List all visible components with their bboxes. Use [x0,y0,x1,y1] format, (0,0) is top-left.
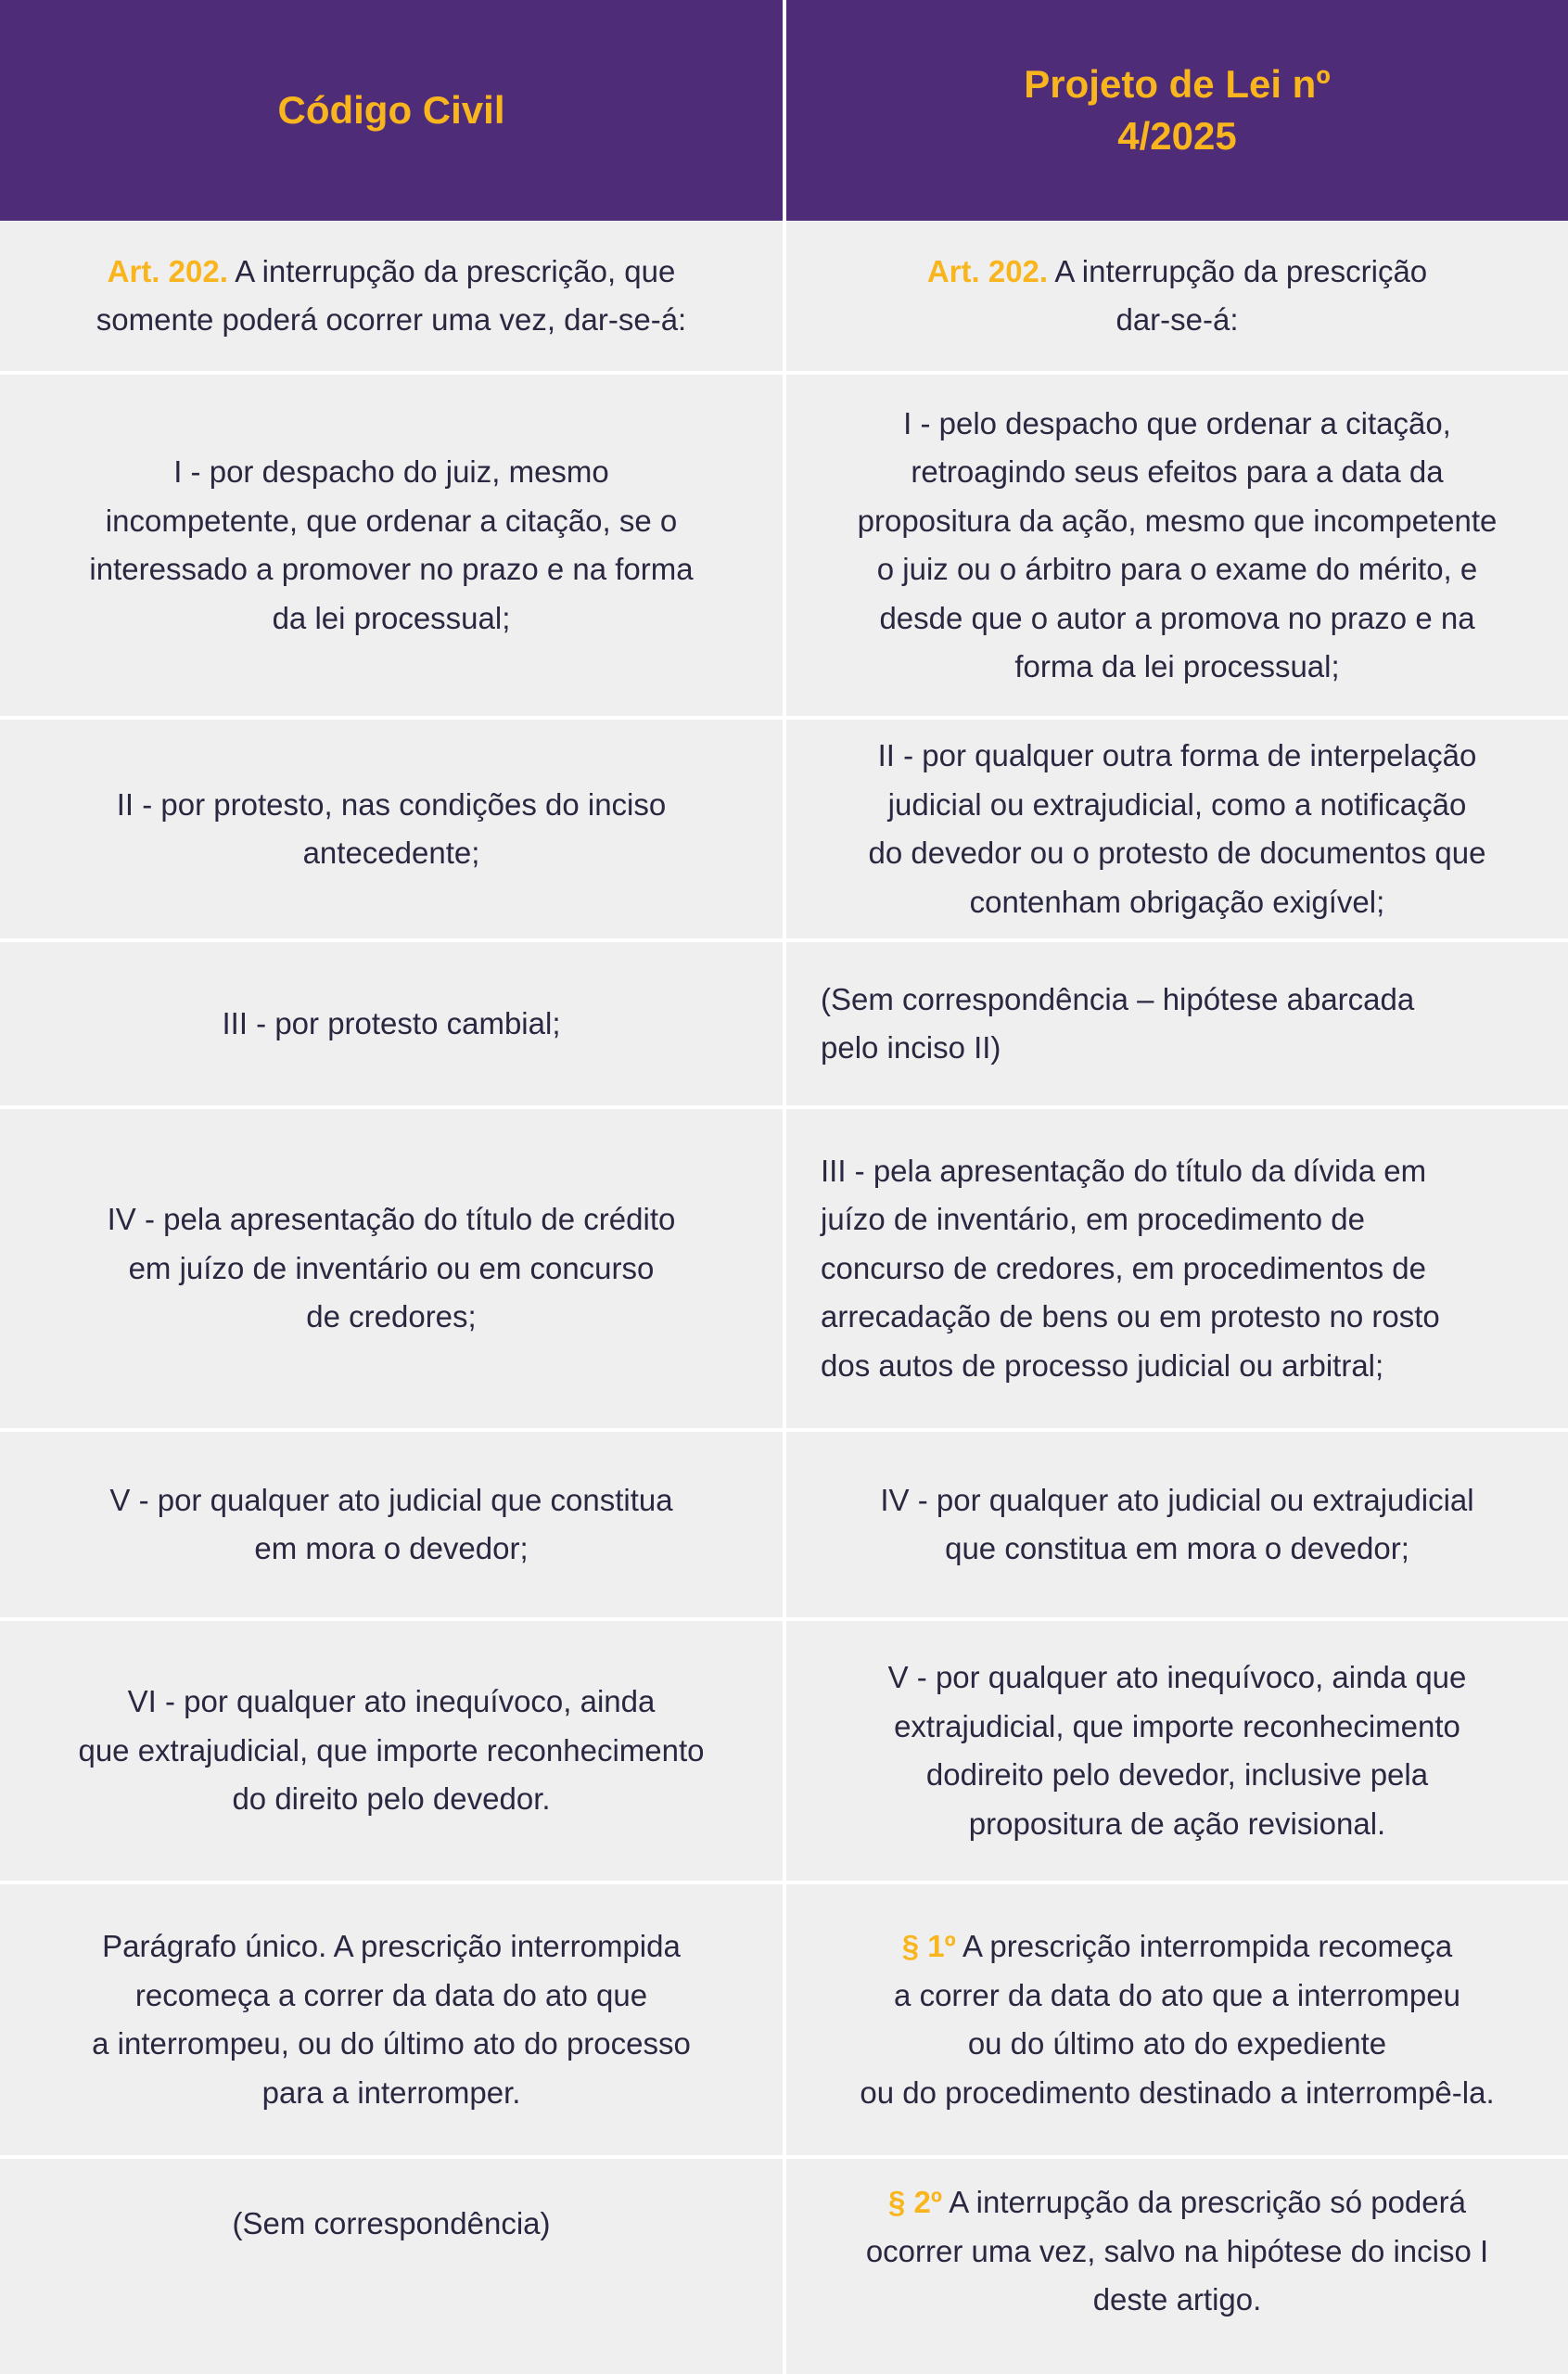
cell-text: VI - por qualquer ato inequívoco, ainda que extrajudicial, que importe reconhecimento do direito pelo devedor. [78,1684,705,1817]
row-paragrafo-1-right [786,1884,1568,2155]
row-inciso-iii-right [786,942,1568,1105]
cell-text: (Sem correspondência) [232,2205,551,2240]
cell-text: (Sem correspondência – hipótese abarcada pelo inciso II) [821,981,1415,1065]
cell-text: A interrupção da prescrição, que somente poderá ocorrer uma vez, dar-se-á: [96,253,687,337]
row-inciso-i-left [0,375,783,716]
cell-text: I - por despacho do juiz, mesmo incompetente, que ordenar a citação, se o interessado a promover no prazo e na forma da lei processual; [89,454,694,635]
row-inciso-iv-right [786,1109,1568,1428]
paragraph-label: § 2º [888,2185,942,2220]
cell-text: II - por qualquer outra forma de interpelação judicial ou extrajudicial, como a notificação do devedor ou o protesto de documentos que contenham obrigação exigível; [868,738,1486,919]
cell-text: A prescrição interrompida recomeça a correr da data do ato que a interrompeu ou do último ato do expediente ou do procedimento destinado a interrompê-la. [860,1929,1495,2110]
header-codigo-civil [0,0,783,221]
row-art202-left [0,221,783,371]
row-inciso-vi-left [0,1621,783,1881]
cell-text: III - por protesto cambial; [222,1005,561,1040]
row-inciso-ii-left [0,720,783,938]
row-inciso-iv-left [0,1109,783,1428]
cell-text: II - por protesto, nas condições do inciso antecedente; [116,786,667,870]
column-divider [783,0,786,2374]
row-inciso-v-right [786,1432,1568,1617]
row-inciso-ii-right [786,720,1568,938]
article-label: Art. 202. [926,253,1049,288]
paragraph-label: § 1º [901,1929,956,1963]
cell-text: IV - pela apresentação do título de crédito em juízo de inventário ou em concurso de credores; [107,1202,676,1334]
article-label: Art. 202. [107,253,228,288]
row-inciso-iii-left [0,942,783,1105]
row-sem-correspondencia-left [0,2159,783,2289]
row-paragrafo-unico-left [0,1884,783,2155]
row-inciso-vi-right [786,1621,1568,1881]
cell-text: III - pela apresentação do título da dívida em juízo de inventário, em procedimento de concurso de credores, em procedimentos de arrecadação de bens ou em protesto no rosto dos autos de processo judicial ou arbitral; [821,1153,1440,1383]
row-art202-right [786,221,1568,371]
cell-text: Parágrafo único. A prescrição interrompida recomeça a correr da data do ato que a interrompeu, ou do último ato do processo para a interromper. [92,1929,691,2110]
cell-text: V - por qualquer ato judicial que constitua em mora o devedor; [109,1482,673,1565]
header-projeto-de-lei [786,0,1568,221]
row-paragrafo-2-right [786,2159,1568,2344]
cell-text: I - pelo despacho que ordenar a citação, retroagindo seus efeitos para a data da propositura da ação, mesmo que incompetente o juiz ou o árbitro para o exame do mérito, e desde que o autor a promova no prazo e na forma da lei processual; [857,405,1498,683]
cell-text: A interrupção da prescrição só poderá ocorrer uma vez, salvo na hipótese do inciso I deste artigo. [865,2185,1489,2317]
cell-text: A interrupção da prescrição dar-se-á: [1054,253,1428,337]
cell-text: IV - por qualquer ato judicial ou extrajudicial que constitua em mora o devedor; [880,1482,1474,1565]
header-right-label: Projeto de Lei nº 4/2025 [1024,62,1331,158]
row-inciso-i-right [786,375,1568,716]
row-inciso-v-left [0,1432,783,1617]
cell-text: V - por qualquer ato inequívoco, ainda que extrajudicial, que importe reconhecimento dodireito pelo devedor, inclusive pela propositura de ação revisional. [887,1660,1467,1841]
header-left-label: Código Civil [277,88,505,132]
